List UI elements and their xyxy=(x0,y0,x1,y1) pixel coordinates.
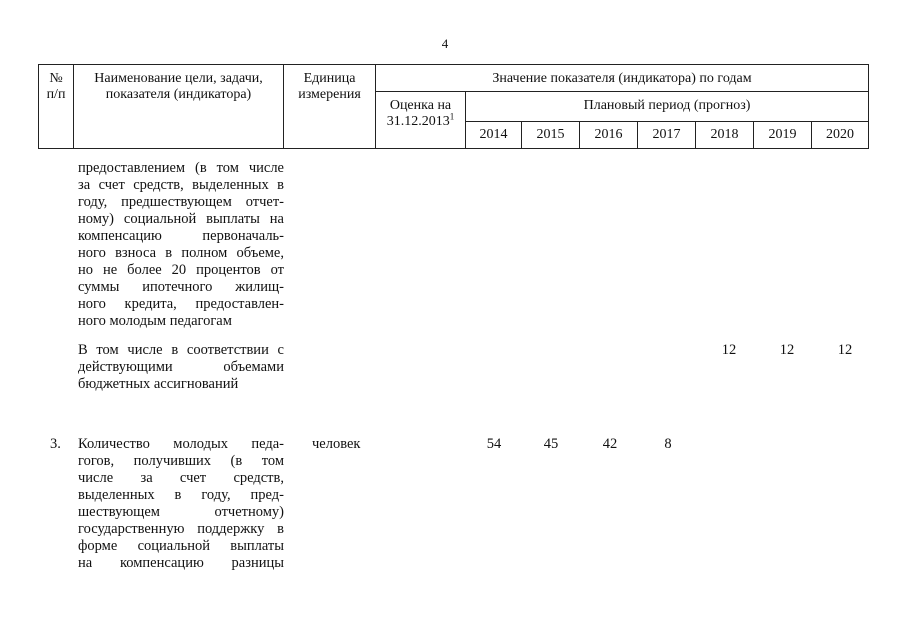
text-line: ного молодым педагогам xyxy=(78,313,232,329)
text-line: компенсацию первоначаль- xyxy=(78,228,284,244)
header-name-line1: Наименование цели, задачи, xyxy=(94,71,263,86)
header-estimate-line1: Оценка на xyxy=(389,98,452,113)
value-2017: 8 xyxy=(664,436,672,452)
header-name xyxy=(74,65,284,149)
text-line: ного взноса в полном объеме, xyxy=(78,245,284,261)
header-plan-title: Плановый период (прогноз) xyxy=(466,92,869,122)
header-estimate-date: 31.12.2013 xyxy=(386,114,450,129)
header-year-2014: 2014 xyxy=(466,122,522,149)
text-line: государственную поддержку в xyxy=(78,521,284,537)
header-year-2017: 2017 xyxy=(638,122,696,149)
value-2014: 54 xyxy=(486,436,502,452)
text-line: ного кредита, предоставлен- xyxy=(78,296,284,312)
row-index: 3. xyxy=(50,436,61,452)
header-year-2015: 2015 xyxy=(522,122,580,149)
header-number-line2: п/п xyxy=(46,87,66,102)
header-unit xyxy=(284,65,376,149)
text-line: предоставлением (в том числе xyxy=(78,160,284,176)
text-line: году, предшествующем отчет- xyxy=(78,194,284,210)
page-number: 4 xyxy=(441,36,449,51)
header-unit-line2: измерения xyxy=(298,87,361,102)
value-2018: 12 xyxy=(721,342,737,358)
header-year-2016: 2016 xyxy=(580,122,638,149)
value-2020: 12 xyxy=(837,342,853,358)
header-values-title: Значение показателя (индикатора) по годам xyxy=(376,65,869,92)
header-number xyxy=(39,65,74,149)
header-estimate-footnote: 1 xyxy=(449,111,455,122)
text-line: ному) социальной выплаты на xyxy=(78,211,284,227)
header-year-2019: 2019 xyxy=(754,122,812,149)
row-continuation-text xyxy=(78,160,284,330)
header-estimate-line2 xyxy=(376,111,465,130)
indicator-table-header xyxy=(38,64,869,149)
text-line: шествующем отчетному) xyxy=(78,504,284,520)
text-line: бюджетных ассигнований xyxy=(78,376,239,392)
row-indicator-3-text xyxy=(78,436,284,572)
header-number-line1: № xyxy=(49,71,63,86)
text-line: за счет средств, выделенных в xyxy=(78,177,284,193)
text-line: но не более 20 процентов от xyxy=(78,262,284,278)
text-line: Количество молодых педа- xyxy=(78,436,284,452)
text-line: числе за счет средств, xyxy=(78,470,284,486)
row-unit: человек xyxy=(312,436,361,452)
header-unit-line1: Единица xyxy=(303,71,356,86)
text-line: суммы ипотечного жилищ- xyxy=(78,279,284,295)
text-line: форме социальной выплаты xyxy=(78,538,284,554)
value-2019: 12 xyxy=(779,342,795,358)
header-year-2018: 2018 xyxy=(696,122,754,149)
value-2015: 45 xyxy=(543,436,559,452)
text-line: выделенных в году, пред- xyxy=(78,487,284,503)
text-line: действующими объемами xyxy=(78,359,284,375)
header-estimate xyxy=(376,92,466,149)
header-year-2020: 2020 xyxy=(812,122,869,149)
row-budget-text xyxy=(78,342,284,393)
text-line: на компенсацию разницы xyxy=(78,555,284,571)
header-name-line2: показателя (индикатора) xyxy=(105,87,252,102)
text-line: В том числе в соответствии с xyxy=(78,342,284,358)
value-2016: 42 xyxy=(602,436,618,452)
text-line: гогов, получивших (в том xyxy=(78,453,284,469)
